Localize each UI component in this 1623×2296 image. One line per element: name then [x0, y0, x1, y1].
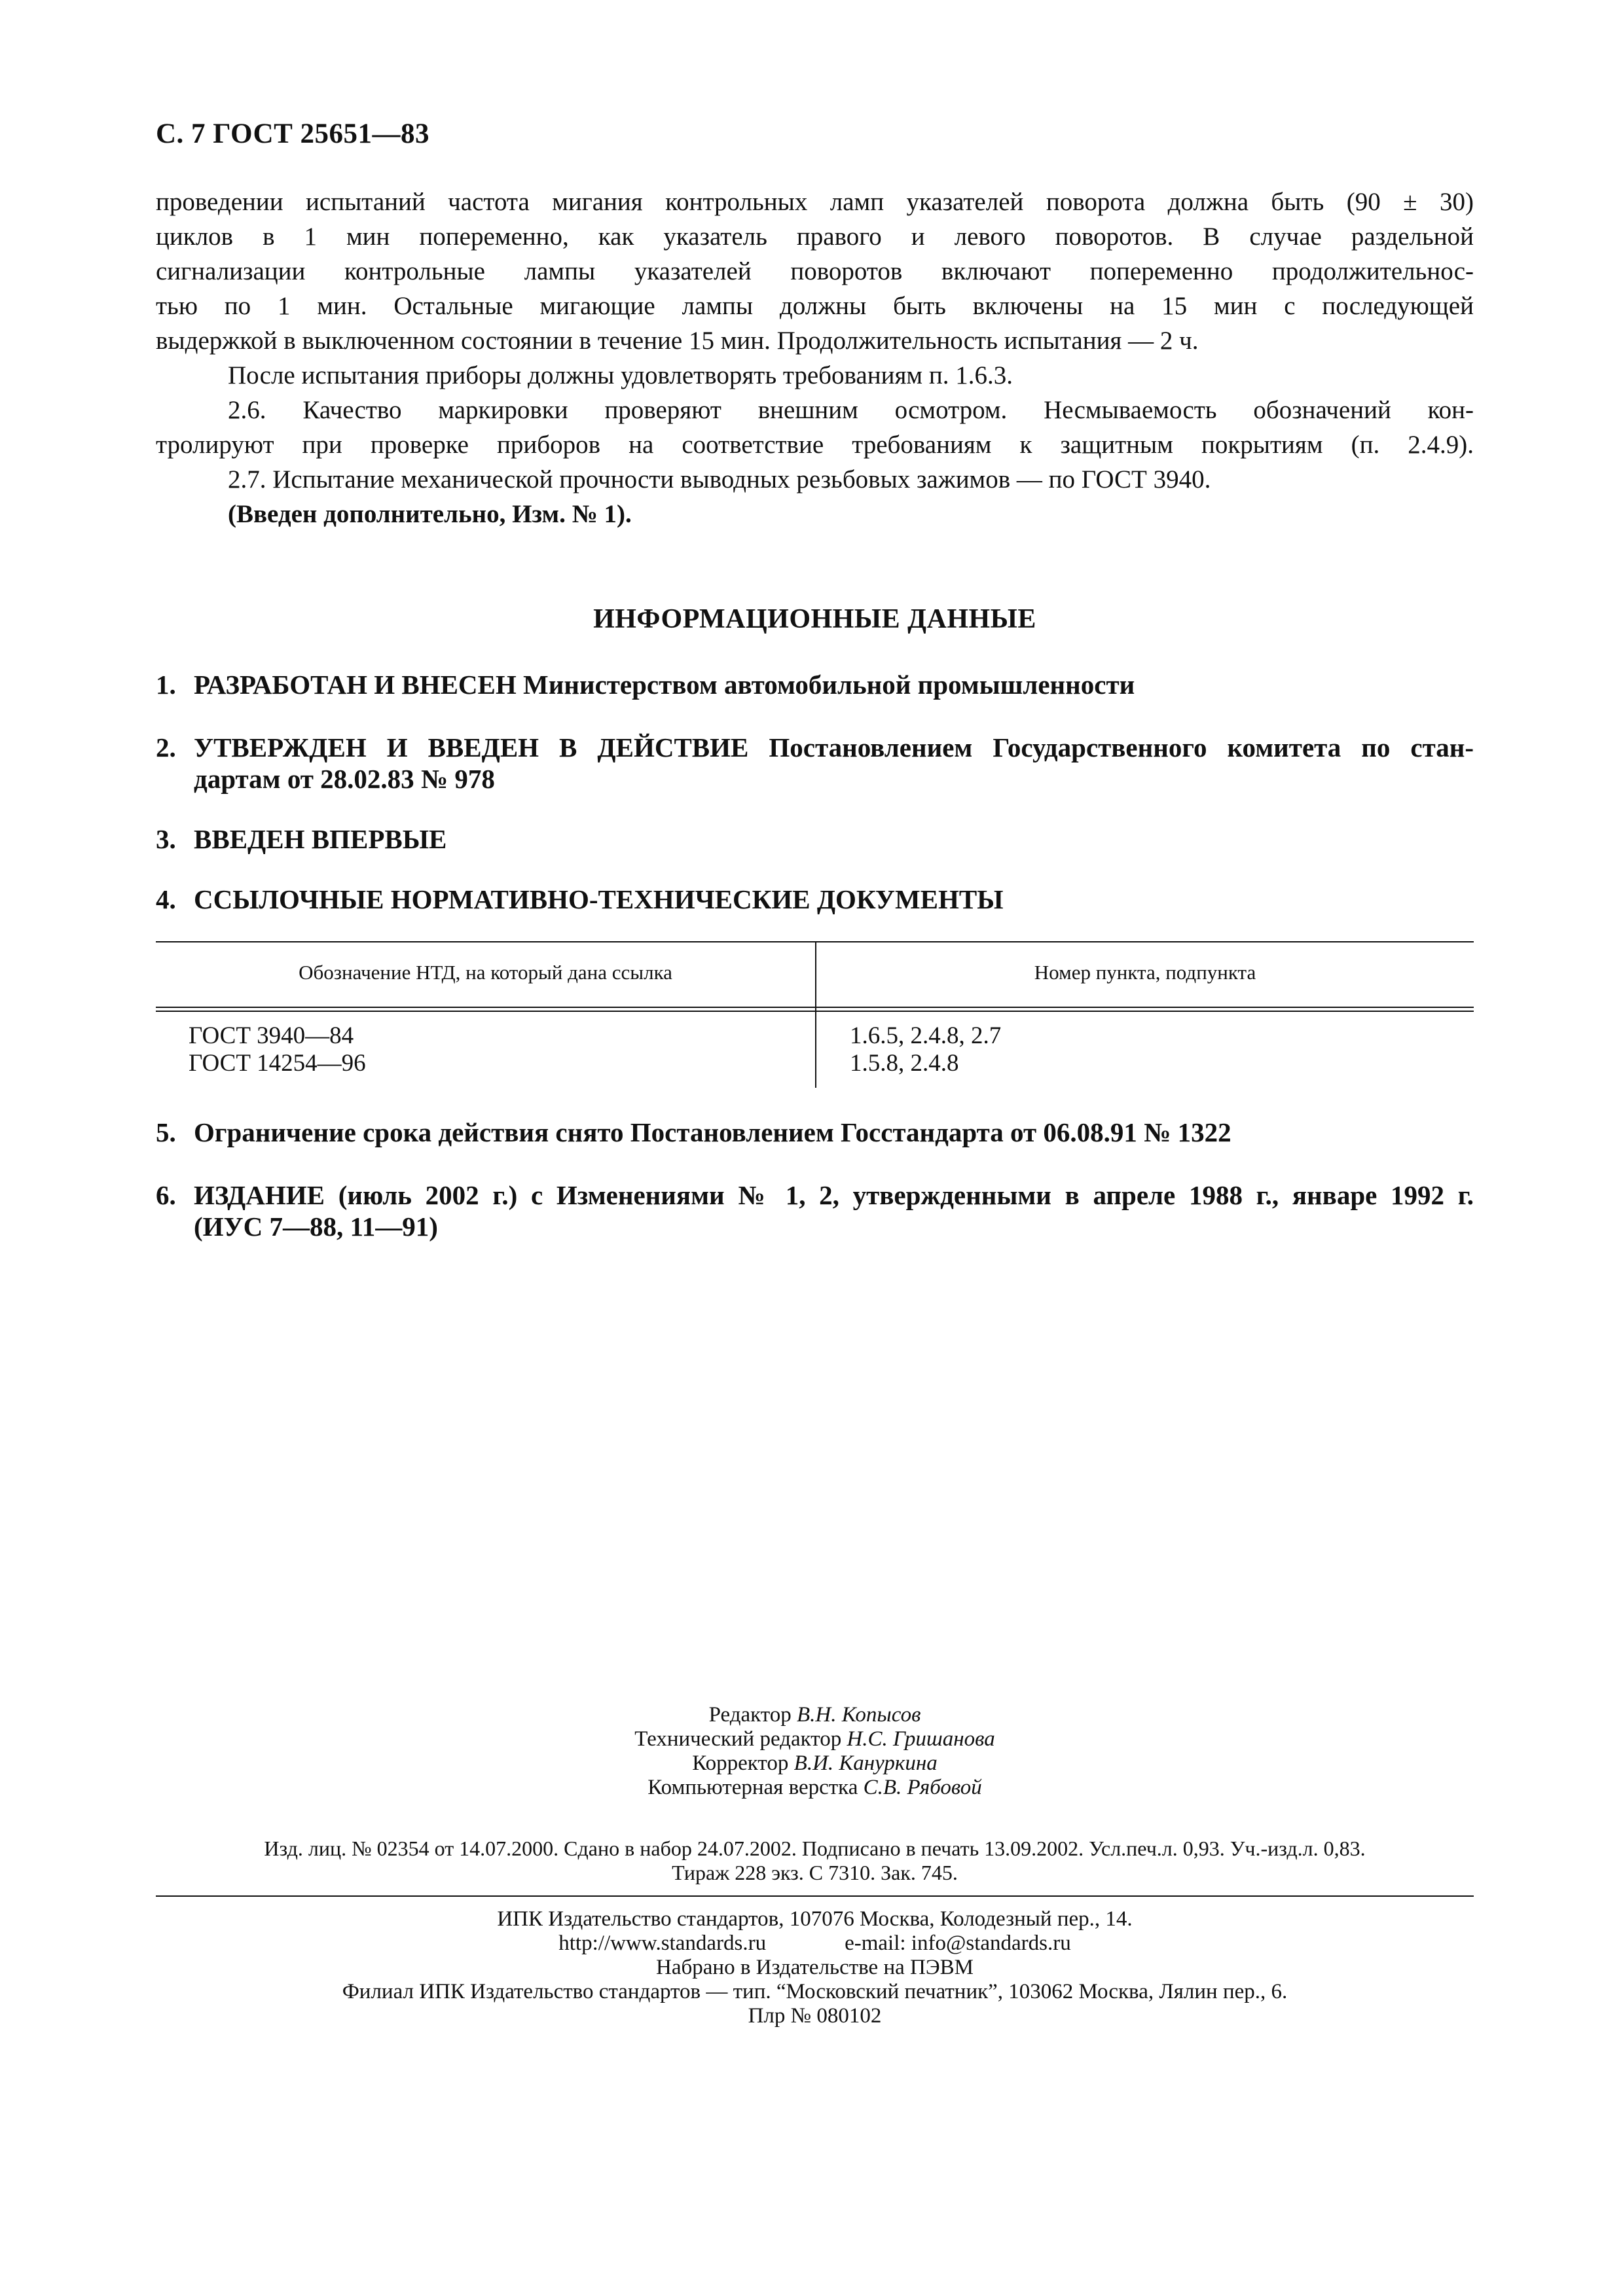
table-header-rule	[156, 1011, 1474, 1012]
info-item-number: 3.	[156, 824, 176, 854]
info-item-text-cont: (ИУС 7—88, 11—91)	[194, 1211, 438, 1242]
info-item-text: ИЗДАНИЕ (июль 2002 г.) с Изменениями № 1, 2, утвержденными в апреле 1988 г., январе 1992 г.	[194, 1180, 1474, 1210]
imprint-block	[156, 1837, 1474, 1885]
table-cell: ГОСТ 14254—96	[189, 1050, 366, 1077]
credit-name: С.В. Рябовой	[863, 1776, 982, 1799]
info-item-5	[156, 1117, 1474, 1148]
table-cell: 1.6.5, 2.4.8, 2.7	[850, 1022, 1002, 1049]
info-item-number: 5.	[156, 1117, 176, 1147]
credit-label: Технический редактор	[634, 1727, 842, 1751]
table-header-clause: Номер пункта, подпункта	[1034, 961, 1256, 984]
paragraph-line: проведении испытаний частота мигания контрольных ламп указателей поворота должна быть (90 ± 30)	[156, 188, 1474, 216]
table-header-designation: Обозначение НТД, на который дана ссылка	[299, 961, 672, 984]
credit-tech-editor	[156, 1727, 1474, 1751]
paragraph-line: сигнализации контрольные лампы указателей поворотов включают попеременно продолжительнос-	[156, 257, 1474, 285]
reference-table	[156, 941, 1474, 1088]
info-item-text-cont: дартам от 28.02.83 № 978	[194, 764, 495, 794]
body-text	[156, 185, 1474, 531]
info-item-text: РАЗРАБОТАН И ВНЕСЕН Министерством автомобильной промышленности	[194, 670, 1135, 700]
page-header: С. 7 ГОСТ 25651—83	[156, 118, 430, 149]
imprint-line: Изд. лиц. № 02354 от 14.07.2000. Сдано в набор 24.07.2002. Подписано в печать 13.09.2002. Усл.печ.л. 0,93. Уч.-изд.л. 0,83.	[264, 1837, 1366, 1860]
info-item-number: 2.	[156, 732, 176, 762]
info-item-4	[156, 884, 1474, 915]
credit-label: Редактор	[708, 1703, 792, 1727]
imprint-line: Тираж 228 экз. С 7310. Зак. 745.	[672, 1861, 958, 1884]
paragraph-line: 2.6. Качество маркировки проверяют внешним осмотром. Несмываемость обозначений кон-	[228, 396, 1474, 424]
info-item-2	[156, 732, 1474, 795]
credit-corrector	[156, 1751, 1474, 1776]
amendment-note: (Введен дополнительно, Изм. № 1).	[228, 500, 632, 528]
publisher-email: e-mail: info@standards.ru	[845, 1931, 1071, 1955]
info-item-text: ВВЕДЕН ВПЕРВЫЕ	[194, 824, 447, 854]
document-page	[156, 0, 1474, 2296]
credit-label: Корректор	[692, 1751, 789, 1775]
paragraph-line: После испытания приборы должны удовлетворять требованиям п. 1.6.3.	[228, 361, 1013, 389]
info-item-3	[156, 823, 1474, 855]
publisher-line: ИПК Издательство стандартов, 107076 Москва, Колодезный пер., 14.	[497, 1907, 1133, 1931]
publisher-line: Филиал ИПК Издательство стандартов — тип. “Московский печатник”, 103062 Москва, Лялин пер., 6.	[342, 1980, 1288, 2003]
publisher-block	[156, 1907, 1474, 2028]
credit-editor	[156, 1703, 1474, 1727]
paragraph-line: циклов в 1 мин попеременно, как указатель правого и левого поворотов. В случае раздельной	[156, 223, 1474, 251]
info-section-title: ИНФОРМАЦИОННЫЕ ДАННЫЕ	[593, 604, 1036, 634]
credit-layout	[156, 1776, 1474, 1800]
table-cell: ГОСТ 3940—84	[189, 1022, 354, 1049]
info-item-1	[156, 669, 1474, 700]
info-item-6	[156, 1179, 1474, 1242]
table-header-rule	[156, 1007, 1474, 1008]
credit-label: Компьютерная верстка	[647, 1776, 858, 1799]
credit-name: В.И. Кануркина	[793, 1751, 938, 1775]
credit-name: Н.С. Гришанова	[847, 1727, 995, 1751]
info-item-number: 6.	[156, 1180, 176, 1210]
paragraph-line: выдержкой в выключенном состоянии в течение 15 мин. Продолжительность испытания — 2 ч.	[156, 327, 1199, 355]
publisher-contacts	[156, 1931, 1474, 1956]
paragraph-line: тью по 1 мин. Остальные мигающие лампы должны быть включены на 15 мин с последующей	[156, 292, 1474, 320]
publisher-line: Плр № 080102	[748, 2004, 882, 2028]
info-item-number: 4.	[156, 884, 176, 914]
paragraph-line: 2.7. Испытание механической прочности выводных резьбовых зажимов — по ГОСТ 3940.	[228, 465, 1211, 493]
credit-name: В.Н. Копысов	[797, 1703, 921, 1727]
paragraph-line: тролируют при проверке приборов на соответствие требованиям к защитным покрытиям (п. 2.4.9).	[156, 431, 1474, 459]
publisher-line: Набрано в Издательстве на ПЭВМ	[656, 1956, 974, 1979]
credits-block	[156, 1703, 1474, 1800]
info-item-text: Ограничение срока действия снято Постановлением Госстандарта от 06.08.91 № 1322	[194, 1117, 1231, 1147]
info-item-text: ССЫЛОЧНЫЕ НОРМАТИВНО-ТЕХНИЧЕСКИЕ ДОКУМЕНТЫ	[194, 884, 1004, 914]
info-item-number: 1.	[156, 670, 176, 700]
footer-rule	[156, 1895, 1474, 1897]
info-item-text: УТВЕРЖДЕН И ВВЕДЕН В ДЕЙСТВИЕ Постановлением Государственного комитета по стан-	[194, 732, 1474, 762]
table-cell: 1.5.8, 2.4.8	[850, 1050, 959, 1077]
publisher-url: http://www.standards.ru	[558, 1931, 767, 1955]
